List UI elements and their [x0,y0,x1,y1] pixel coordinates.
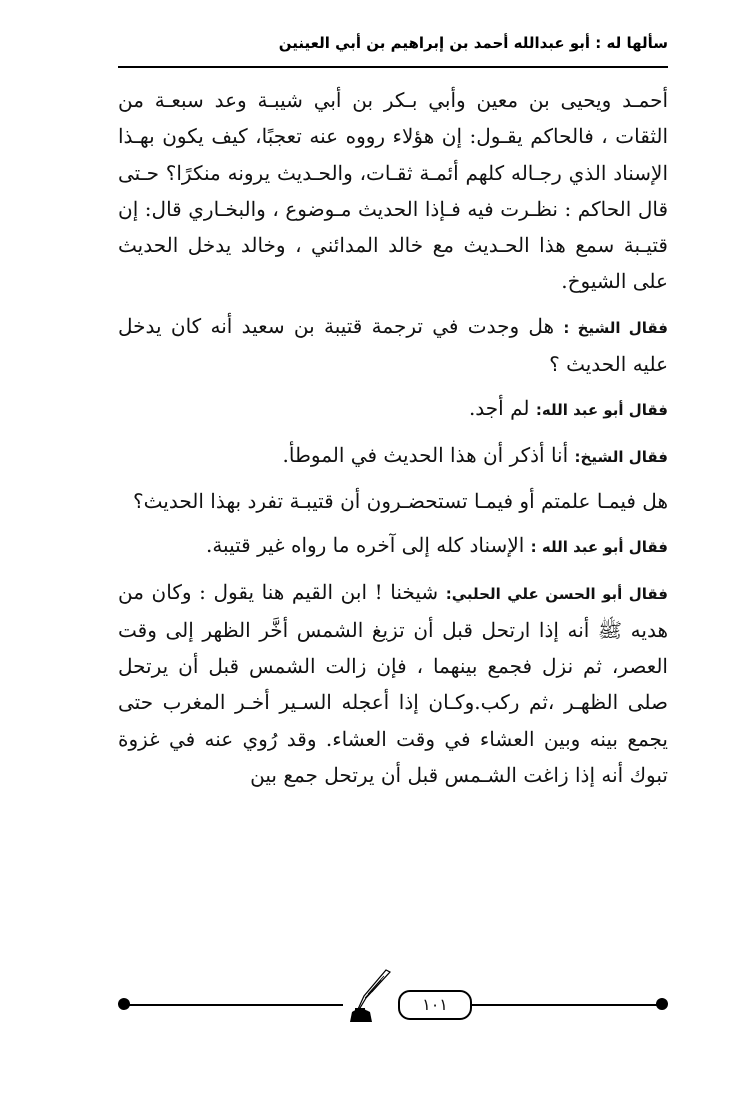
paragraph-5: هل فيمـا علمتم أو فيمـا تستحضـرون أن قتيبـة تفرد بهذا الحديث؟ [133,488,668,513]
footer-dot-right [656,998,668,1010]
paragraph-1: أحمـد ويحيى بن معين وأبي بـكر بن أبي شيبـة وعد سبعـة من الثقات ، فالحاكم يقـول: إن هؤلاء رووه عنه تعجبًا، كيف يكون بهـذا الإسناد الذي رجـاله كلهم أئمـة ثقـات، والحـديث يرونه منكرًا؟ حـتى قال الحاكم : نظـرت فيه فـإذا الحديث مـوضوع ، والبخـاري قال: إن قتيـبة سمع هذا الحـديث مع خالد المدائني ، وخالد يدخل الحديث على الشيوخ. [118,88,668,294]
paragraph-text: أنا أذكر أن هذا الحديث في الموطأ. [282,442,569,467]
paragraph-text: شيخنا ! ابن القيم هنا يقول : وكان من هديه ﷺ أنه إذا ارتحل قبل أن تزيغ الشمس أخَّر الظهر إلى وقت العصر، ثم نزل فجمع بينهما ، فإن زالت الشمس قبل أن يرتحل صلى الظهـر ،ثم ركب.وكـان إذا أعجله السـير أخـر المغرب حتى يجمع بينه وبين العشاء في وقت العشاء. وقد رُوي عنه في غزوة تبوك أنه إذا زاغت الشـمس قبل أن يرتحل جمع بين [118,579,668,788]
paragraph-4 [118,437,668,475]
paragraph-text: الإسناد كله إلى آخره ما رواه غير قتيبة. [205,533,525,558]
paragraph-7 [118,574,668,794]
quill-inkpot-icon [346,968,396,1024]
speaker-label: فقال أبو الحسن علي الحلبي: [445,584,668,603]
paragraph-text: هل وجدت في ترجمة قتيبة بن سعيد أنه كان يدخل عليه الحديث ؟ [118,313,668,377]
running-header: سألها له : أبو عبدالله أحمد بن إبراهيم بن أبي العينين [278,34,668,52]
speaker-label: فقال الشيخ : [563,318,668,337]
footer-line-right [472,1004,658,1006]
speaker-label: فقال الشيخ: [574,447,668,466]
page-number: ١٠١ [398,990,472,1020]
speaker-label: فقال أبو عبد الله : [530,538,668,557]
paragraph-3 [118,390,668,428]
header-rule [118,66,668,68]
footer-line-left [128,1004,343,1006]
page-body [118,82,668,793]
paragraph-6 [118,527,668,565]
paragraph-text: لم أجد. [468,396,530,421]
page-footer [118,980,668,1030]
paragraph-2 [118,308,668,383]
speaker-label: فقال أبو عبد الله: [535,401,668,420]
